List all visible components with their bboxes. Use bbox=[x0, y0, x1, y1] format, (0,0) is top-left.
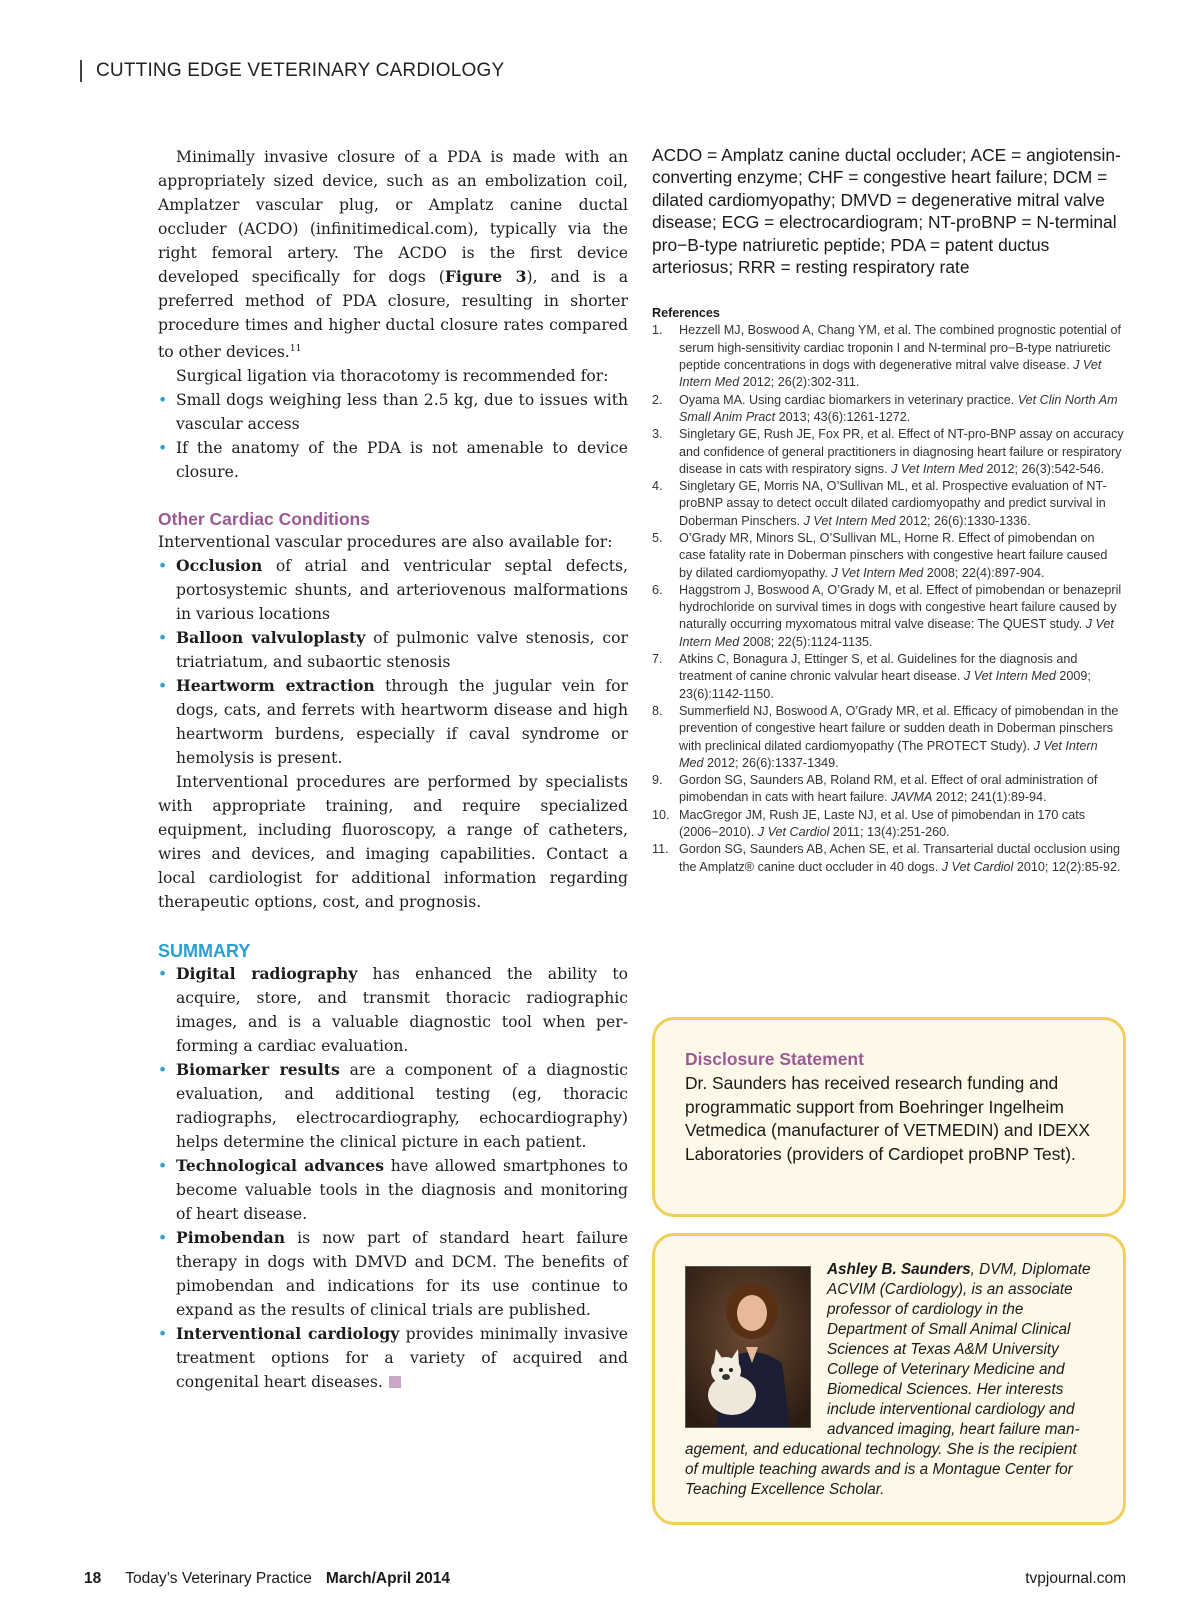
header-rule bbox=[80, 60, 82, 82]
abbreviations-text: ACDO = Amplatz canine ductal occluder; ACE = angiotensin-converting enzyme; CHF = congestive heart failure; DCM = dilated cardiomyopathy; DMVD = degenerative mitral valve disease; ECG = electrocardiogram; NT-proBNP = N-terminal pro−B-type natriuretic peptide; PDA = patent ductus arteriosus; RRR = resting respiratory rate bbox=[652, 145, 1121, 278]
author-photo bbox=[685, 1266, 811, 1428]
list-item: • Balloon valvuloplasty of pulmonic valve stenosis, cor triatriatum, and subaortic stenosis bbox=[158, 628, 628, 672]
bullet-icon: • bbox=[158, 1157, 168, 1176]
reference-item: 2. Oyama MA. Using cardiac biomarkers in veterinary practice. Vet Clin North Am Small Anim Pract 2013; 43(6):1261-1272. bbox=[652, 392, 1118, 424]
pda-closure-paragraph: Minimally invasive closure of a PDA is made with an appropriately sized device, such as an embolization coil, Amplatzer vascular plug, or Amplatz canine ductal occluder (ACDO) (infinitimedical.com), typically via the right femoral artery. The ACDO is the first device developed specifically for dogs (Figure 3), and is a preferred method of PDA closure, resulting in shorter procedure times and higher ductal closure rates compared to other devices.$^{11}$ bbox=[158, 148, 628, 362]
left-column bbox=[158, 145, 628, 1394]
page-number: 18 bbox=[84, 1570, 102, 1587]
reference-item: 1. Hezzell MJ, Boswood A, Chang YM, et al. The combined prognostic potential of serum high-sensitivity cardiac troponin I and N-terminal pro−B-type natriuretic peptide concentrations in dogs with degenerative mitral valve disease. J Vet Intern Med 2012; 26(2):302-311. bbox=[652, 323, 1121, 390]
bullet-icon: • bbox=[158, 677, 168, 696]
reference-item: 10. MacGregor JM, Rush JE, Laste NJ, et al. Use of pimobendan in 170 cats (2006−2010). J Vet Cardiol 2011; 13(4):251-260. bbox=[652, 807, 1085, 840]
reference-item: 6. Haggstrom J, Boswood A, O’Grady M, et al. Effect of pimobendan or benazepril hydrochloride on survival times in dogs with congestive heart failure caused by naturally occurring myxomatous mitral valve disease: The QUEST study. J Vet Intern Med 2008; 22(5):1124-1135. bbox=[652, 582, 1122, 649]
bullet-icon: • bbox=[158, 1061, 168, 1080]
summary-heading: SUMMARY bbox=[158, 941, 251, 962]
other-conditions-list bbox=[158, 554, 628, 770]
reference-item: 11. Gordon SG, Saunders AB, Achen SE, et al. Transarterial ductal occlusion using the Amplatz® canine duct occluder in 40 dogs. J Vet Cardiol 2010; 12(2):85-92. bbox=[652, 842, 1121, 874]
summary-list bbox=[158, 962, 628, 1394]
citation-superscript[interactable]: 11 bbox=[289, 344, 302, 354]
disclosure-text: Dr. Saunders has received research funding and programmatic support from Boehringer Ingelheim Vetmedica (manufacturer of VETMEDIN) and IDEXX Laboratories (providers of Cardiopet proBNP Test). bbox=[685, 1073, 1090, 1164]
disclosure-title: Disclosure Statement bbox=[685, 1049, 864, 1069]
figure-reference[interactable]: Figure 3 bbox=[444, 267, 527, 286]
reference-item: 8. Summerfield NJ, Boswood A, O’Grady MR, et al. Efficacy of pimobendan in the prevention of congestive heart failure or sudden death in Doberman pinschers with preclinical dilated cardiomyopathy (The PROTECT Study). J Vet Intern Med 2012; 26(6):1337-1349. bbox=[652, 703, 1119, 770]
list-item: • Interventional cardiology provides minimally invasive treatment options for a variety of acquired and congenital heart diseases. bbox=[158, 1324, 628, 1392]
list-item: • Occlusion of atrial and ventricular septal defects, portosystemic shunts, and arteriovenous malformations in various locations bbox=[158, 556, 628, 624]
reference-item: 7. Atkins C, Bonagura J, Ettinger S, et al. Guidelines for the diagnosis and treatment of canine chronic valvular heart disease. J Vet Intern Med 2009; 23(6):1142-1150. bbox=[652, 652, 1091, 701]
reference-item: 9. Gordon SG, Saunders AB, Roland RM, et al. Effect of oral administration of pimobendan in cats with heart failure. JAVMA 2012; 241(1):89-94. bbox=[652, 773, 1098, 805]
author-bio: Ashley B. Saunders, DVM, Diplomate ACVIM (Cardiology), is an associate professor of cardiology in the Department of Small Animal Clinical Sciences at Texas A&M University College of Veterinary Medicine and Biomedical Sciences. Her interests include interventional cardiology and advanced imaging, heart failure management, and educational technology. She is the recipient of multiple teaching awards and is a Montague Center for Teaching Excellence Scholar. bbox=[685, 1261, 1091, 1498]
bullet-icon: • bbox=[158, 1325, 168, 1344]
publication-name: Today’s Veterinary Practice bbox=[125, 1570, 312, 1587]
list-item: • Biomarker results are a component of a diagnostic evaluation, and additional testing (eg, thoracic radiographs, electrocardiography, echocardiography) helps determine the clinical picture in each patient. bbox=[158, 1060, 628, 1152]
list-item: • Technological advances have allowed smartphones to become valuable tools in the diagnosis and monitoring of heart disease. bbox=[158, 1156, 628, 1224]
running-head bbox=[80, 58, 504, 84]
references-list bbox=[652, 322, 1124, 876]
list-item: • If the anatomy of the PDA is not amenable to device closure. bbox=[158, 436, 628, 484]
reference-item: 3. Singletary GE, Rush JE, Fox PR, et al. Effect of NT-pro-BNP assay on accuracy and confidence of general practitioners in diagnosing heart failure or respiratory disease in cats with respiratory signs. J Vet Intern Med 2012; 26(3):542-546. bbox=[652, 427, 1124, 476]
page-footer bbox=[84, 1570, 1126, 1588]
section-title: CUTTING EDGE VETERINARY CARDIOLOGY bbox=[96, 60, 505, 81]
author-box bbox=[652, 1233, 1126, 1525]
right-column bbox=[652, 144, 1124, 876]
other-conditions-heading: Other Cardiac Conditions bbox=[158, 509, 370, 530]
bullet-icon: • bbox=[158, 965, 168, 984]
list-item: • Small dogs weighing less than 2.5 kg, due to issues with vascular access bbox=[158, 388, 628, 436]
author-with-dog-photo-icon bbox=[686, 1267, 810, 1427]
bullet-icon: • bbox=[158, 1229, 168, 1248]
disclosure-box bbox=[652, 1017, 1126, 1217]
ligation-paragraph: Surgical ligation via thoracotomy is recommended for: bbox=[176, 367, 609, 386]
references-title: References bbox=[652, 306, 720, 321]
bullet-icon: • bbox=[158, 557, 168, 576]
bullet-icon: • bbox=[158, 439, 168, 458]
issue-date: March/April 2014 bbox=[325, 1570, 450, 1587]
website-link[interactable]: tvpjournal.com bbox=[1025, 1570, 1126, 1587]
end-of-article-icon bbox=[389, 1376, 401, 1388]
bullet-icon: • bbox=[158, 629, 168, 648]
author-name: Ashley B. Saunders bbox=[827, 1261, 971, 1278]
list-item: • Heartworm extraction through the jugular vein for dogs, cats, and ferrets with heartworm disease and high heartworm burdens, especially if caval syndrome or hemolysis is present. bbox=[158, 676, 628, 768]
interventional-paragraph: Interventional procedures are performed by specialists with appropriate training, and require specialized equipment, including fluoroscopy, a range of catheters, wires and devices, and imaging capabilities. Contact a local cardiologist for additional information regarding therapeutic options, cost, and prognosis. bbox=[158, 773, 628, 912]
ligation-bullet-list bbox=[158, 388, 628, 484]
bullet-icon: • bbox=[158, 391, 168, 410]
reference-item: 5. O’Grady MR, Minors SL, O’Sullivan ML, Horne R. Effect of pimobendan on case fatality rate in Doberman pinschers with congestive heart failure caused by dilated cardiomyopathy. J Vet Intern Med 2008; 22(4):897-904. bbox=[652, 531, 1108, 580]
other-conditions-intro: Interventional vascular procedures are also available for: bbox=[158, 533, 613, 552]
list-item: • Pimobendan is now part of standard heart failure therapy in dogs with DMVD and DCM. The benefits of pimobendan and indications for its use continue to expand as the results of clinical trials are published. bbox=[158, 1228, 628, 1320]
list-item: • Digital radiography has enhanced the ability to acquire, store, and transmit thoracic radiographic images, and is a valuable diagnostic tool when performing a cardiac evaluation. bbox=[158, 964, 629, 1056]
reference-item: 4. Singletary GE, Morris NA, O’Sullivan ML, et al. Prospective evaluation of NT-proBNP assay to detect occult dilated cardiomyopathy and predict survival in Doberman Pinschers. J Vet Intern Med 2012; 26(6):1330-1336. bbox=[652, 479, 1107, 528]
